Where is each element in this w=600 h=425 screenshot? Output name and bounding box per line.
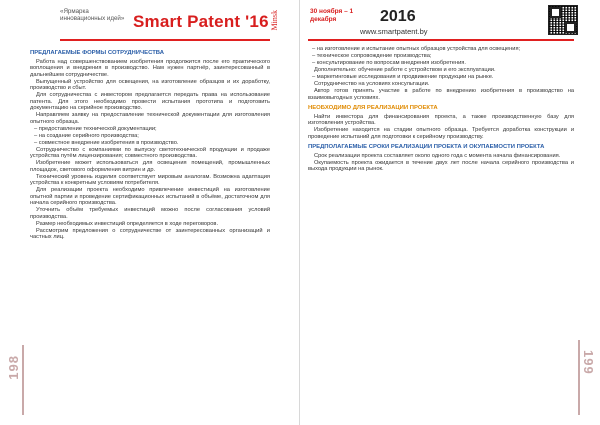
qr-code-icon (548, 5, 578, 35)
body-paragraph: Изобретение может использоваться для освещения помещений, промышленных площадок, светового оформления витрин и др. (30, 160, 270, 173)
body-paragraph: Срок реализации проекта составляет около одного года с момента начала финансирования. (314, 152, 561, 159)
body-paragraph: Работа над совершенствованием изобретения продолжится после его практического воплощения и внедрения в производство. Нам нужен партнёр, заинтересованный в дальнейшем сотрудничестве. (30, 58, 270, 78)
body-paragraph: – на изготовление и испытание опытных образцов устройства для освещения; (312, 46, 521, 52)
section-heading: НЕОБХОДИМО ДЛЯ РЕАЛИЗАЦИИ ПРОЕКТА (308, 105, 438, 111)
event-title: Smart Patent '16 (133, 12, 269, 31)
body-paragraph: Рассмотрим предложения о сотрудничестве от заинтересованных организаций и частных лиц. (30, 227, 270, 240)
website-link[interactable]: www.smartpatent.by (360, 27, 428, 36)
org-label: «Ярмарка инновационных идей» (60, 8, 125, 22)
body-paragraph: Найти инвестора для финансирования проекта, а также производственную базу для изготовления устройства. (308, 113, 574, 126)
body-paragraph: Уточнить объём требуемых инвестиций можно после согласования условий производства. (30, 207, 270, 220)
page-number-bar (578, 340, 580, 415)
right-text-column (308, 46, 574, 173)
body-paragraph: – консультирование по вопросам внедрения изобретения. (312, 60, 466, 66)
body-paragraph: Окупаемость проекта ожидается в течение двух лет после начала серийного производства и выхода продукции на рынок. (308, 159, 574, 172)
page-number: 198 (6, 355, 21, 380)
body-paragraph: Сотрудничество на условиях консультации. (314, 81, 430, 87)
body-paragraph: Для реализации проекта необходимо привлечение инвестиций на изготовление опытной партии и проведение сертификационных испытаний в объёме, достаточном для начала серийного производства. (30, 187, 270, 206)
event-year: 2016 (380, 8, 416, 25)
page-number: 199 (581, 350, 596, 375)
header-rule (308, 39, 574, 41)
body-paragraph: Для сотрудничества с инвестором предлагается передать права на использование патента. Для этого необходимо провести испытания прототипа и подготовить документацию на серийное производство. (30, 92, 270, 111)
body-paragraph: – совместное внедрение изобретения в производство. (34, 139, 179, 146)
event-dates: 30 ноября – 1 декабря (310, 8, 354, 23)
left-text-column (30, 46, 270, 241)
body-paragraph: Автор готов принять участие в работе по внедрению изобретения в производство на взаимовыгодных условиях. (308, 88, 574, 101)
body-paragraph: Сотрудничество с компаниями по выпуску светотехнической продукции и продаже устройства путём лицензирования; совместного производства. (30, 146, 270, 159)
city-label: Minsk (270, 10, 279, 31)
section-heading: ПРЕДПОЛАГАЕМЫЕ СРОКИ РЕАЛИЗАЦИИ ПРОЕКТА И ОКУПАЕМОСТИ ПРОЕКТА (308, 144, 545, 150)
header-rule (60, 39, 270, 41)
body-paragraph: Изобретение находится на стадии опытного образца. Требуется доработка конструкции и проведение испытаний для подготовки к серийному производству. (308, 127, 574, 140)
body-paragraph: Выпущенный устройство для освещения, на изготовление образцов и их доработку, производство и сбыт. (30, 78, 270, 91)
body-paragraph: Направляем заявку на предоставление технической документации для изготовления опытного образца. (30, 112, 270, 125)
section-heading: ПРЕДЛАГАЕМЫЕ ФОРМЫ СОТРУДНИЧЕСТВА (30, 50, 165, 56)
body-paragraph: Размер необходимых инвестиций определяется в ходе переговоров. (36, 220, 219, 227)
body-paragraph: – маркетинговые исследования и продвижение продукции на рынке. (312, 74, 494, 80)
body-paragraph: – на создание серийного производства; (34, 132, 139, 139)
body-paragraph: Технический уровень изделия соответствует мировым аналогам. Возможна адаптация устройства к конкретным условиям потребителя. (30, 173, 270, 186)
body-paragraph: Дополнительно: обучение работе с устройством и его эксплуатации. (314, 67, 496, 73)
body-paragraph: – техническое сопровождение производства; (312, 53, 432, 59)
right-page (300, 0, 600, 425)
page-number-bar (22, 345, 24, 415)
body-paragraph: – предоставление технической документации; (34, 125, 157, 132)
